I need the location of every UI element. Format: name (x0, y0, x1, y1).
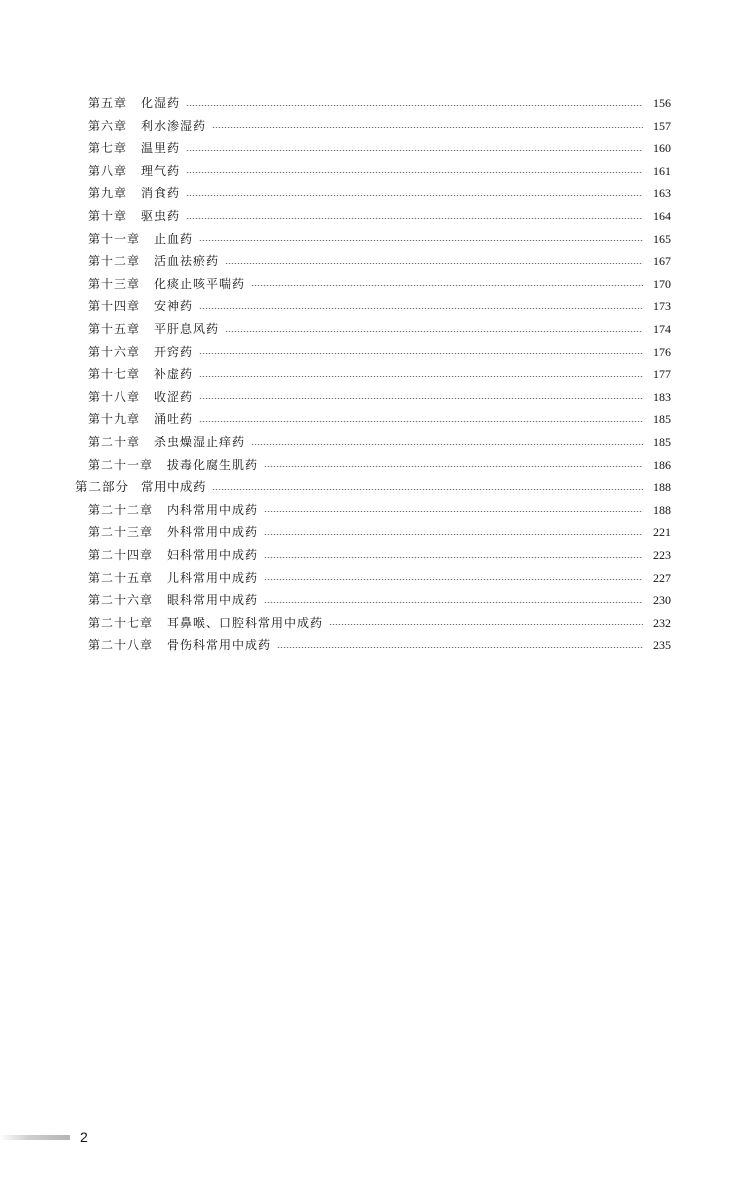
page-footer (0, 1129, 120, 1145)
chapter-title: 杀虫燥湿止痒药 (154, 435, 246, 449)
dot-leader (264, 602, 643, 603)
chapter-number: 第二十三章 (88, 525, 154, 540)
toc-entry[interactable] (88, 567, 671, 589)
dot-leader (329, 624, 643, 625)
dot-leader (264, 511, 643, 512)
toc-entry[interactable] (88, 273, 671, 295)
page-number: 223 (653, 548, 671, 562)
dot-leader (186, 105, 643, 106)
toc-entry[interactable] (88, 92, 671, 114)
toc-entry[interactable] (88, 454, 671, 476)
chapter-number: 第二十六章 (88, 593, 154, 608)
page-number: 174 (653, 322, 671, 336)
chapter-title: 补虚药 (154, 367, 194, 382)
toc-entry[interactable] (88, 544, 671, 566)
dot-leader (264, 557, 643, 558)
toc-entry[interactable] (88, 295, 671, 317)
dot-leader (212, 489, 643, 490)
chapter-number: 第七章 (88, 141, 128, 156)
page-number: 227 (653, 570, 671, 585)
chapter-number: 第十四章 (88, 299, 141, 314)
dot-leader (186, 150, 643, 151)
page-number: 188 (653, 480, 671, 495)
chapter-number: 第二十二章 (88, 502, 154, 517)
dot-leader (199, 398, 643, 399)
toc-entry[interactable] (88, 589, 671, 611)
dot-leader (251, 285, 643, 286)
chapter-title: 平肝息风药 (154, 322, 220, 336)
page-number: 188 (653, 502, 671, 517)
toc-entry[interactable] (88, 228, 671, 250)
chapter-title: 利水渗湿药 (141, 118, 207, 133)
page-number: 185 (653, 435, 671, 449)
toc-entry[interactable] (88, 431, 671, 453)
page-number: 185 (653, 412, 671, 427)
toc-entry[interactable] (88, 115, 671, 137)
toc-part-heading[interactable] (75, 476, 671, 498)
chapter-title: 收涩药 (154, 389, 194, 404)
chapter-title: 妇科常用中成药 (167, 548, 259, 562)
chapter-number: 第二十一章 (88, 457, 154, 472)
toc-entry[interactable] (88, 160, 671, 182)
toc-entry[interactable] (88, 521, 671, 543)
chapter-title: 止血药 (154, 231, 194, 246)
page-number: 232 (653, 615, 671, 630)
part-number: 第二部分 (75, 479, 130, 495)
chapter-number: 第十九章 (88, 412, 141, 427)
dot-leader (264, 579, 643, 580)
chapter-title: 驱虫药 (141, 209, 181, 223)
toc-entry[interactable] (88, 363, 671, 385)
dot-leader (186, 195, 643, 196)
page-number: 186 (653, 457, 671, 472)
page-number: 160 (653, 141, 671, 156)
chapter-number: 第十一章 (88, 231, 141, 246)
dot-leader (264, 466, 643, 467)
dot-leader (186, 172, 643, 173)
toc-entry[interactable] (88, 318, 671, 340)
chapter-title: 内科常用中成药 (167, 502, 259, 517)
dot-leader (199, 240, 643, 241)
chapter-title: 开窍药 (154, 344, 194, 359)
chapter-title: 耳鼻喉、口腔科常用中成药 (167, 615, 324, 630)
footer-gradient-bar (0, 1135, 70, 1140)
chapter-number: 第二十八章 (88, 638, 154, 653)
dot-leader (186, 218, 643, 219)
chapter-number: 第十五章 (88, 322, 141, 336)
toc-entry[interactable] (88, 499, 671, 521)
toc-entry[interactable] (88, 182, 671, 204)
dot-leader (251, 444, 643, 445)
toc-entry[interactable] (88, 612, 671, 634)
toc-entry[interactable] (88, 250, 671, 272)
toc-entry[interactable] (88, 205, 671, 227)
dot-leader (225, 263, 643, 264)
footer-page-number: 2 (80, 1129, 88, 1145)
chapter-number: 第十六章 (88, 344, 141, 359)
toc-entry[interactable] (88, 634, 671, 656)
chapter-number: 第八章 (88, 163, 128, 178)
chapter-number: 第五章 (88, 96, 128, 110)
chapter-title: 温里药 (141, 141, 181, 156)
dot-leader (225, 331, 643, 332)
chapter-number: 第九章 (88, 186, 128, 201)
dot-leader (199, 376, 643, 377)
chapter-title: 理气药 (141, 163, 181, 178)
page-number: 165 (653, 231, 671, 246)
chapter-number: 第十三章 (88, 276, 141, 291)
chapter-number: 第十章 (88, 209, 128, 223)
part-title: 常用中成药 (141, 479, 207, 495)
dot-leader (199, 308, 643, 309)
toc-entry[interactable] (88, 341, 671, 363)
page-number: 230 (653, 593, 671, 608)
chapter-title: 涌吐药 (154, 412, 194, 427)
page-number: 167 (653, 254, 671, 269)
page-number: 157 (653, 118, 671, 133)
page-number: 176 (653, 344, 671, 359)
chapter-title: 消食药 (141, 186, 181, 201)
page-number: 173 (653, 299, 671, 314)
page-number: 161 (653, 163, 671, 178)
chapter-title: 儿科常用中成药 (167, 570, 259, 585)
chapter-number: 第二十七章 (88, 615, 154, 630)
page-number: 183 (653, 389, 671, 404)
dot-leader (264, 534, 643, 535)
toc-entry[interactable] (88, 137, 671, 159)
chapter-number: 第十七章 (88, 367, 141, 382)
chapter-title: 眼科常用中成药 (167, 593, 259, 608)
toc-entry[interactable] (88, 408, 671, 430)
chapter-title: 安神药 (154, 299, 194, 314)
chapter-number: 第六章 (88, 118, 128, 133)
page-number: 164 (653, 209, 671, 223)
dot-leader (212, 127, 643, 128)
page-number: 156 (653, 96, 671, 110)
chapter-title: 化痰止咳平喘药 (154, 276, 246, 291)
chapter-number: 第十二章 (88, 254, 141, 269)
chapter-title: 骨伤科常用中成药 (167, 638, 272, 653)
page-number: 163 (653, 186, 671, 201)
page-number: 235 (653, 638, 671, 653)
chapter-number: 第二十章 (88, 435, 141, 449)
chapter-title: 拔毒化腐生肌药 (167, 457, 259, 472)
chapter-number: 第十八章 (88, 389, 141, 404)
toc-entry[interactable] (88, 386, 671, 408)
page-number: 177 (653, 367, 671, 382)
chapter-title: 活血祛瘀药 (154, 254, 220, 269)
dot-leader (199, 421, 643, 422)
page-number: 221 (653, 525, 671, 540)
chapter-number: 第二十四章 (88, 548, 154, 562)
chapter-title: 外科常用中成药 (167, 525, 259, 540)
dot-leader (199, 353, 643, 354)
dot-leader (277, 647, 643, 648)
page-number: 170 (653, 276, 671, 291)
chapter-title: 化湿药 (141, 96, 181, 110)
chapter-number: 第二十五章 (88, 570, 154, 585)
